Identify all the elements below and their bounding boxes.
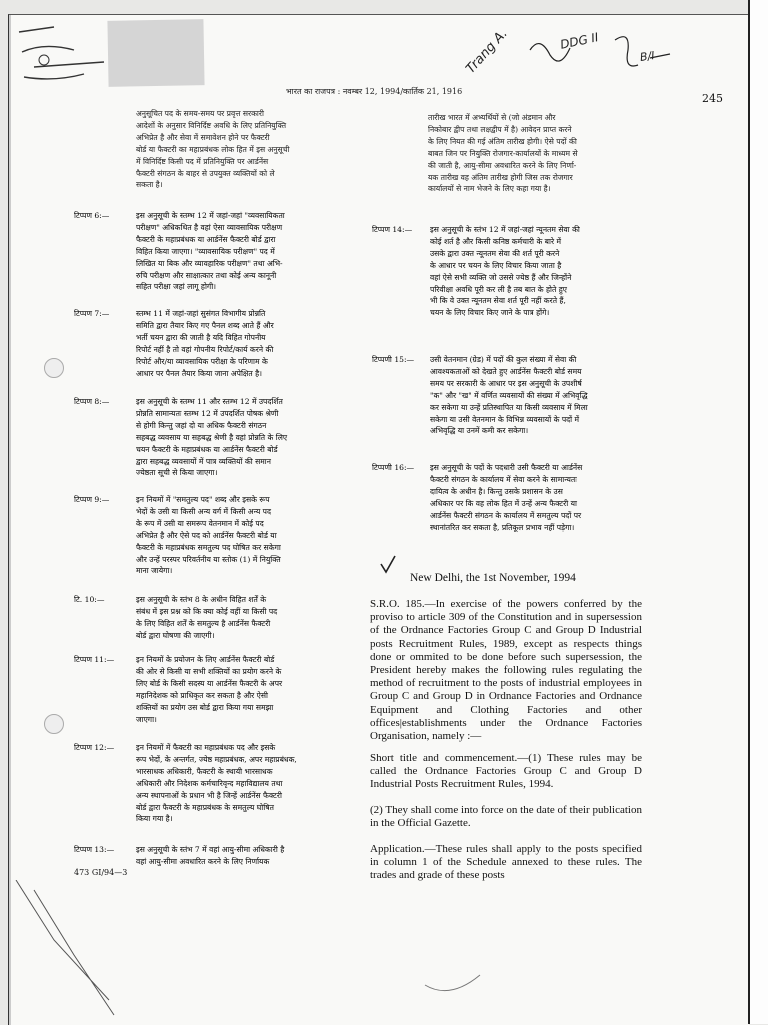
running-head: भारत का राजपत्र : नवम्बर 12, 1994/कार्तिक 21, 1916 xyxy=(286,87,463,96)
text-line: इस अनुसूची के स्तंभ 7 में वहां आयु-सीमा अधिकारी है xyxy=(136,845,285,854)
text-line: फैक्टरी संगठन के कार्यालय में सेवा करने के सामान्यतः xyxy=(430,474,577,484)
text-line: इन नियमों के प्रयोजन के लिए आर्डनेंस फैक्टरी बोर्ड xyxy=(136,655,275,664)
note-label: टिप्पणी 16:— xyxy=(372,463,415,472)
right-intro xyxy=(428,112,668,195)
handwritten-initials-b: DDG II xyxy=(558,30,600,52)
text-line: सहित परीक्षा जहां लागू होगी। xyxy=(136,282,217,292)
margin-tick xyxy=(420,970,500,1010)
text-line: कार्यालयों से नाम भेजने के लिए कहा गया है। xyxy=(428,184,551,194)
text-line: रूप भेदों, के अन्तर्गत, ज्येष्ठ महाप्रबंधक, अपर महाप्रबंधक, xyxy=(136,754,297,764)
rule-commencement: (2) They shall come into force on the date of their publication in the Official Gazette. xyxy=(370,804,642,830)
note-9 xyxy=(74,494,384,584)
text-line: कोई शर्त है और किसी कनिष्ठ कर्मचारी के बारे में xyxy=(430,236,562,246)
text-line: इस अनुसूची के स्तम्भ 12 में जहां-जहां "व्यवसायिकता xyxy=(136,211,285,220)
text-line: सहबद्ध व्यवसाय या सहबद्ध श्रेणी है वहां प्रोन्नति के लिए xyxy=(136,432,288,442)
text-line: से होगी किन्तु जहां दो या अधिक फैक्टरी संगठन xyxy=(136,420,267,430)
text-line: में विनिर्दिष्ट किसी पद में प्रतिनियुक्ति पर आर्डनेंस xyxy=(136,156,269,166)
note-8 xyxy=(74,396,384,486)
punch-hole xyxy=(44,358,64,378)
text-line: परीक्षण" अधिकथित है वहां ऐसा व्यावसायिक परीक्षण xyxy=(136,222,283,232)
note-label: टिप्पण 8:— xyxy=(74,397,110,406)
text-line: अन्य स्थापनाओं के प्रधान भी है जिन्हें आर्डनेंस फैक्टरी xyxy=(136,790,282,800)
text-line: भर्ती चयन द्वारा की जाती है यदि विहित गोपनीय xyxy=(136,332,266,342)
text-line: द्वारा सहबद्ध व्यवसायों में पात्र व्यक्तियों की समान xyxy=(136,456,271,466)
text-line: आवश्यकताओं को देखते हुए आर्डनेंस फैक्टरी बोर्ड समय xyxy=(430,366,582,376)
note-15 xyxy=(372,354,682,444)
text-line: अभिप्रेत है और सेवा में समावेशन होने पर फैक्टरी xyxy=(136,132,270,142)
note-11 xyxy=(74,654,384,730)
text-line: बोर्ड द्वारा घोषणा की जाएगी। xyxy=(136,630,215,640)
punch-hole xyxy=(44,714,64,734)
text-line: के आधार पर चयन के लिए विचार किया जाता है xyxy=(430,260,562,270)
text-line: प्रोन्नति सामान्यतः स्तम्भ 12 में उपदर्शित पोषक श्रेणी xyxy=(136,408,279,418)
note-label: टिप्पण 7:— xyxy=(74,309,110,318)
text-line: जाएगा। xyxy=(136,714,157,724)
text-line: इन नियमों में फैक्टरी का महाप्रबंधक पद और इसके xyxy=(136,743,276,752)
text-line: स्थानांतरित कर सकता है, प्रतिकूल प्रभाव नहीं पड़ेगा। xyxy=(430,522,575,532)
text-line: रुचि परीक्षण और साक्षात्कार तथा कोई अन्य कानूनी xyxy=(136,270,277,280)
note-13 xyxy=(74,844,384,870)
text-line: किया गया है। xyxy=(136,814,173,824)
note-14 xyxy=(372,224,682,324)
text-line: आदेशों के अनुसार विनिर्दिष्ट अवधि के लिए प्रतिनियुक्ति xyxy=(136,120,287,130)
text-line: फैक्टरी के महाप्रबंधक या आर्डनेंस फैक्टरी बोर्ड द्वारा xyxy=(136,234,276,244)
note-label: टि. 10:— xyxy=(74,595,105,604)
text-line: फैक्टरी संगठन के बाहर से उपयुक्त व्यक्तियों को ले xyxy=(136,168,275,178)
text-line: चयन फैक्टरी के महाप्रबंधक या आर्डनेंस फैक्टरी बोर्ड xyxy=(136,444,278,454)
text-line: "क" और "ख" में वर्णित व्यवसायों की संख्या में अभिवृद्धि xyxy=(430,390,588,400)
note-label: टिप्पण 14:— xyxy=(372,225,413,234)
text-line: समय पर सरकारी के आधार पर इस अनुसूची के उपशीर्ष xyxy=(430,378,582,388)
text-line: और उन्हें परस्पर परिवर्तनीय या स्तोक (1) में नियुक्ति xyxy=(136,554,281,564)
left-intro xyxy=(136,108,376,191)
text-line: के रूप में उसी या समरूप वेतनमान में कोई पद xyxy=(136,518,264,528)
check-mark xyxy=(378,554,398,576)
text-line: ज्येष्ठता सूची से किया जाएगा। xyxy=(136,468,218,478)
text-line: अभिवृद्धि या उनमें कमी कर सकेगा। xyxy=(430,426,529,436)
text-line: लिखित या बिक और व्यावहारिक परीक्षण" तथा अभि- xyxy=(136,258,283,268)
text-line: इस अनुसूची के स्तम्भ 11 और स्तम्भ 12 में उपदर्शित xyxy=(136,397,283,406)
text-line: निकोबार द्वीप तथा लक्षद्वीप में है) आवेदन प्राप्त करने xyxy=(428,124,572,134)
text-line: रिपोर्ट और/या व्यावसायिक परीक्षा के परिणाम के xyxy=(136,356,268,366)
rule-application: Application.—These rules shall apply to the posts specified in column 1 of the Schedule annexed to these rules. The trades and grade of these posts xyxy=(370,843,642,882)
corner-scribble xyxy=(14,22,124,92)
handwritten-initials-a: Trang A. xyxy=(463,26,511,77)
text-line: अभिप्रेत है और ऐसे पद को आर्डनेंस फैक्टरी बोर्ड या xyxy=(136,530,277,540)
text-line: समिति द्वारा तैयार किए गए पैनल शब्द आते हैं और xyxy=(136,320,274,330)
note-label: टिप्पण 13:— xyxy=(74,845,115,854)
note-label: टिप्पण 12:— xyxy=(74,743,115,752)
text-line: लिए बोर्ड के किसी सदस्य या आर्डनेंस फैक्टरी के अपर xyxy=(136,678,283,688)
note-7 xyxy=(74,308,384,388)
text-line: माना जायेगा। xyxy=(136,566,173,576)
text-line: बोर्ड या फैक्टरी का महाप्रबंधक लोक हित में इस अनुसूची xyxy=(136,144,290,154)
note-label: टिप्पण 6:— xyxy=(74,211,110,220)
text-line: भी कि वे उक्त न्यूनतम सेवा शर्त पूरी नहीं करते हैं, xyxy=(430,296,566,306)
text-line: महानिदेशक को प्राधिकृत कर सकता है और ऐसी xyxy=(136,690,268,700)
text-line: संबंध में इस प्रश्न को कि क्या कोई वहीं या किसी पद xyxy=(136,606,278,616)
folded-corner-lines xyxy=(14,880,124,1020)
text-line: के लिए विहित शर्तें के समतुल्य है आर्डनेंस फैक्टरी xyxy=(136,618,271,628)
text-line: स्तम्भ 11 में जहां-जहां सुसंगत विभागीय प्रोन्नति xyxy=(136,309,266,318)
text-line: इस अनुसूची के स्तंभ 12 में जहां-जहां न्यूनतम सेवा की xyxy=(430,225,580,234)
note-10 xyxy=(74,594,384,644)
note-6 xyxy=(74,210,384,300)
text-line: अधिकार पर कि वह लोक हित में उन्हें अन्य फैक्टरी या xyxy=(430,498,577,508)
sro-paragraph: S.R.O. 185.—In exercise of the powers conferred by the proviso to article 309 of the Constitution and in supersession of the Ordnance Factories Group C and Group D Industrial posts Recruitment Rules, 1989, except as respects things done or ommited to be done before such supersession, the President hereby makes the following rules regulating the method of recruitment to the posts of industrial employees in Group C and Group D in Ordnance Factories and Ordnance Equipment and Clothing Factories and other offices|establishments under the Ordnance Factories Organisation, namely :— xyxy=(370,598,642,743)
text-line: अधिकारी और निदेशक कर्मचारिवृन्द महाविद्यालय तथा xyxy=(136,778,283,788)
text-line: शक्तियों का प्रयोग उस बोर्ड द्वारा किया गया समझा xyxy=(136,702,274,712)
note-label: टिप्पण 9:— xyxy=(74,495,110,504)
text-line: बाबत जिन पर नियुक्ति रोजगार-कार्यालयों के माध्यम से xyxy=(428,148,578,158)
page-number: 245 xyxy=(702,92,723,105)
text-line: आधार पर पैनल तैयार किया जाना अपेक्षित है। xyxy=(136,368,263,378)
text-line: कर सकेगा या उन्हें प्रतिस्थापित या किसी व्यवसाय में मिला xyxy=(430,402,588,412)
dateline: New Delhi, the 1st November, 1994 xyxy=(410,572,576,584)
text-line: फैक्टरी के महाप्रबंधक समतुल्य पद घोषित कर सकेगा xyxy=(136,542,281,552)
text-line: की ओर से किसी या सभी शक्तियों का प्रयोग करने के xyxy=(136,666,282,676)
text-line: विहित किया जाएगा। "व्यावसायिक परीक्षण" पद में xyxy=(136,246,275,256)
text-line: के लिए नियत की गई अंतिम तारीख होगी। ऐसे पदों की xyxy=(428,136,577,146)
text-line: तारीख भारत में अभ्यर्थियों से (जो अंडमान और xyxy=(428,113,556,122)
handwritten-initials-c: B/I xyxy=(639,49,656,64)
text-line: सकता है। xyxy=(136,180,163,190)
footer-code: 473 GI/94—3 xyxy=(74,868,128,877)
text-line: उसी वेतनमान (ग्रेड) में पदों की कुल संख्या में सेवा की xyxy=(430,355,577,364)
text-line: चयन के लिए विचार किए जाने के पात्र होंगे। xyxy=(430,308,550,318)
text-line: रिपोर्ट नहीं है तो वहां गोपनीय रिपोर्ट/कार्य करने की xyxy=(136,344,274,354)
signature-scribble xyxy=(520,30,680,80)
text-line: यक तारीख वह अंतिम तारीख होगी जिस तक रोजगार xyxy=(428,172,573,182)
text-line: परिवीक्षा अवधि पूरी कर ली है तब बात के होते हुए xyxy=(430,284,567,294)
text-line: वहां ऐसे सभी व्यक्ति जो उससे ज्येष्ठ हैं और जिन्होंने xyxy=(430,272,572,282)
text-line: उसके द्वारा उक्त न्यूनतम सेवा की शर्त पूरी करने xyxy=(430,248,560,258)
note-16 xyxy=(372,462,682,538)
text-line: की जाती है, आयु-सीमा अवधारित करने के लिए निर्णा- xyxy=(428,160,577,170)
text-line: अनुसूचित पद के समय-समय पर प्रवृत्त सरकारी xyxy=(136,109,264,118)
note-label: टिप्पण 11:— xyxy=(74,655,115,664)
note-12 xyxy=(74,742,384,832)
text-line: दायित्व के अधीन है। किन्तु उसके प्रशासन के उस xyxy=(430,486,563,496)
text-line: इस अनुसूची के पदों के पदधारी उसी फैक्टरी या आर्डनेंस xyxy=(430,463,583,472)
text-line: इन नियमों में "समतुल्य पद" शब्द और इसके रूप xyxy=(136,495,270,504)
text-line: आर्डनेंस फैक्टरी संगठन के कार्यालय में समतुल्य पदों पर xyxy=(430,510,582,520)
text-line: इस अनुसूची के स्तंभ 8 के अधीन विहित शर्तें के xyxy=(136,595,267,604)
note-label: टिप्पणी 15:— xyxy=(372,355,415,364)
text-line: वहां आयु-सीमा अवधारित करने के लिए निर्णायक xyxy=(136,856,270,866)
page-edge xyxy=(748,0,768,1024)
text-line: बोर्ड द्वारा फैक्टरी के महाप्रबंधक के समतुल्य घोषित xyxy=(136,802,274,812)
text-line: भारसाधक अधिकारी, फैक्टरी के स्थायी भारसाधक xyxy=(136,766,273,776)
text-line: भेदों के उसी या किसी अन्य वर्ग में किसी अन्य पद xyxy=(136,506,272,516)
rule-short-title: Short title and commencement.—(1) These rules may be called the Ordnance Factories Group C and Group D Industrial Posts Recruitment Rules, 1994. xyxy=(370,752,642,791)
text-line: सकेगा या उसी वेतनमान के विभिन्न व्यवसायों के पदों में xyxy=(430,414,580,424)
